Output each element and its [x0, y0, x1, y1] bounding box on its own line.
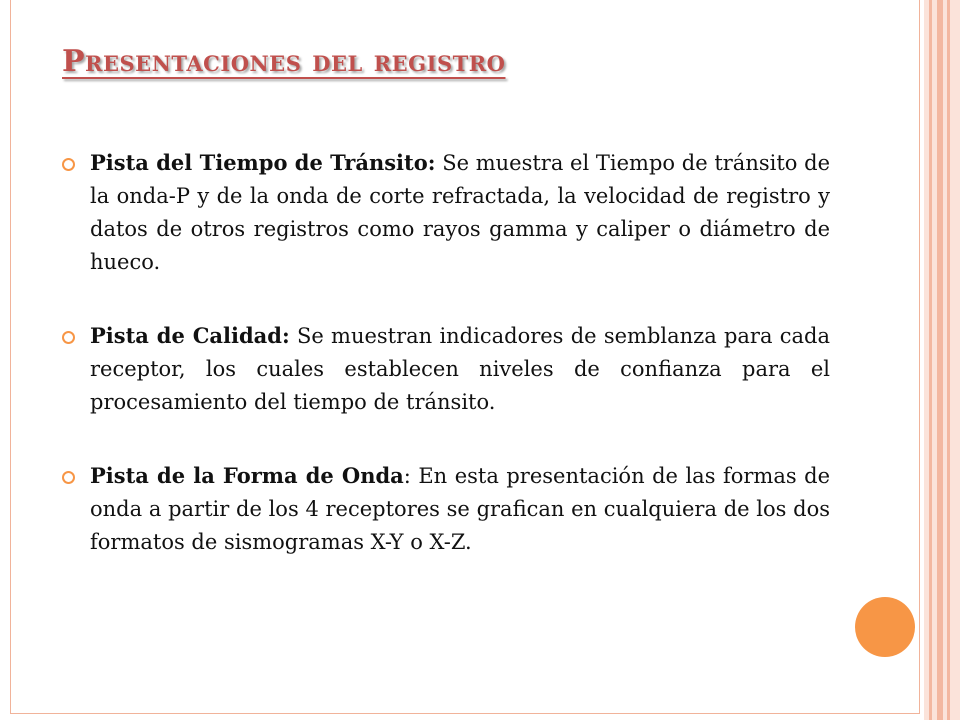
decorative-stripe-3: [947, 0, 950, 720]
ring-bullet-icon: [62, 158, 75, 171]
decorative-stripe-1: [929, 0, 932, 720]
bullet-text: Se muestra el Tiempo de tránsito de la onda-P y de la onda de corte refractada, la velocidad de registro y datos de otros registros como rayos gamma y caliper o diámetro de hueco.: [90, 151, 830, 274]
slide-title: Presentaciones del registro: [62, 44, 506, 79]
ring-bullet-icon: [62, 331, 75, 344]
bullet-term: Pista de la Forma de Onda: [90, 463, 404, 488]
bullet-item-waveform: [62, 459, 830, 559]
bullet-term: Pista de Calidad:: [90, 323, 290, 348]
bullet-text: Se muestran indicadores de semblanza para cada receptor, los cuales establecen niveles de confianza para el procesamiento del tiempo de tránsito.: [90, 324, 830, 414]
bullet-term: Pista del Tiempo de Tránsito:: [90, 150, 436, 175]
bullet-item-quality: [62, 319, 830, 419]
ring-bullet-icon: [62, 471, 75, 484]
bullet-list: [62, 146, 830, 599]
bullet-text: : En esta presentación de las formas de onda a partir de los 4 receptores se grafican en cualquiera de los dos formatos de sismogramas X-Y o X-Z.: [90, 464, 831, 554]
bullet-item-transit-time: [62, 146, 830, 279]
decorative-stripe-2: [937, 0, 943, 720]
decorative-orange-circle: [855, 597, 915, 657]
